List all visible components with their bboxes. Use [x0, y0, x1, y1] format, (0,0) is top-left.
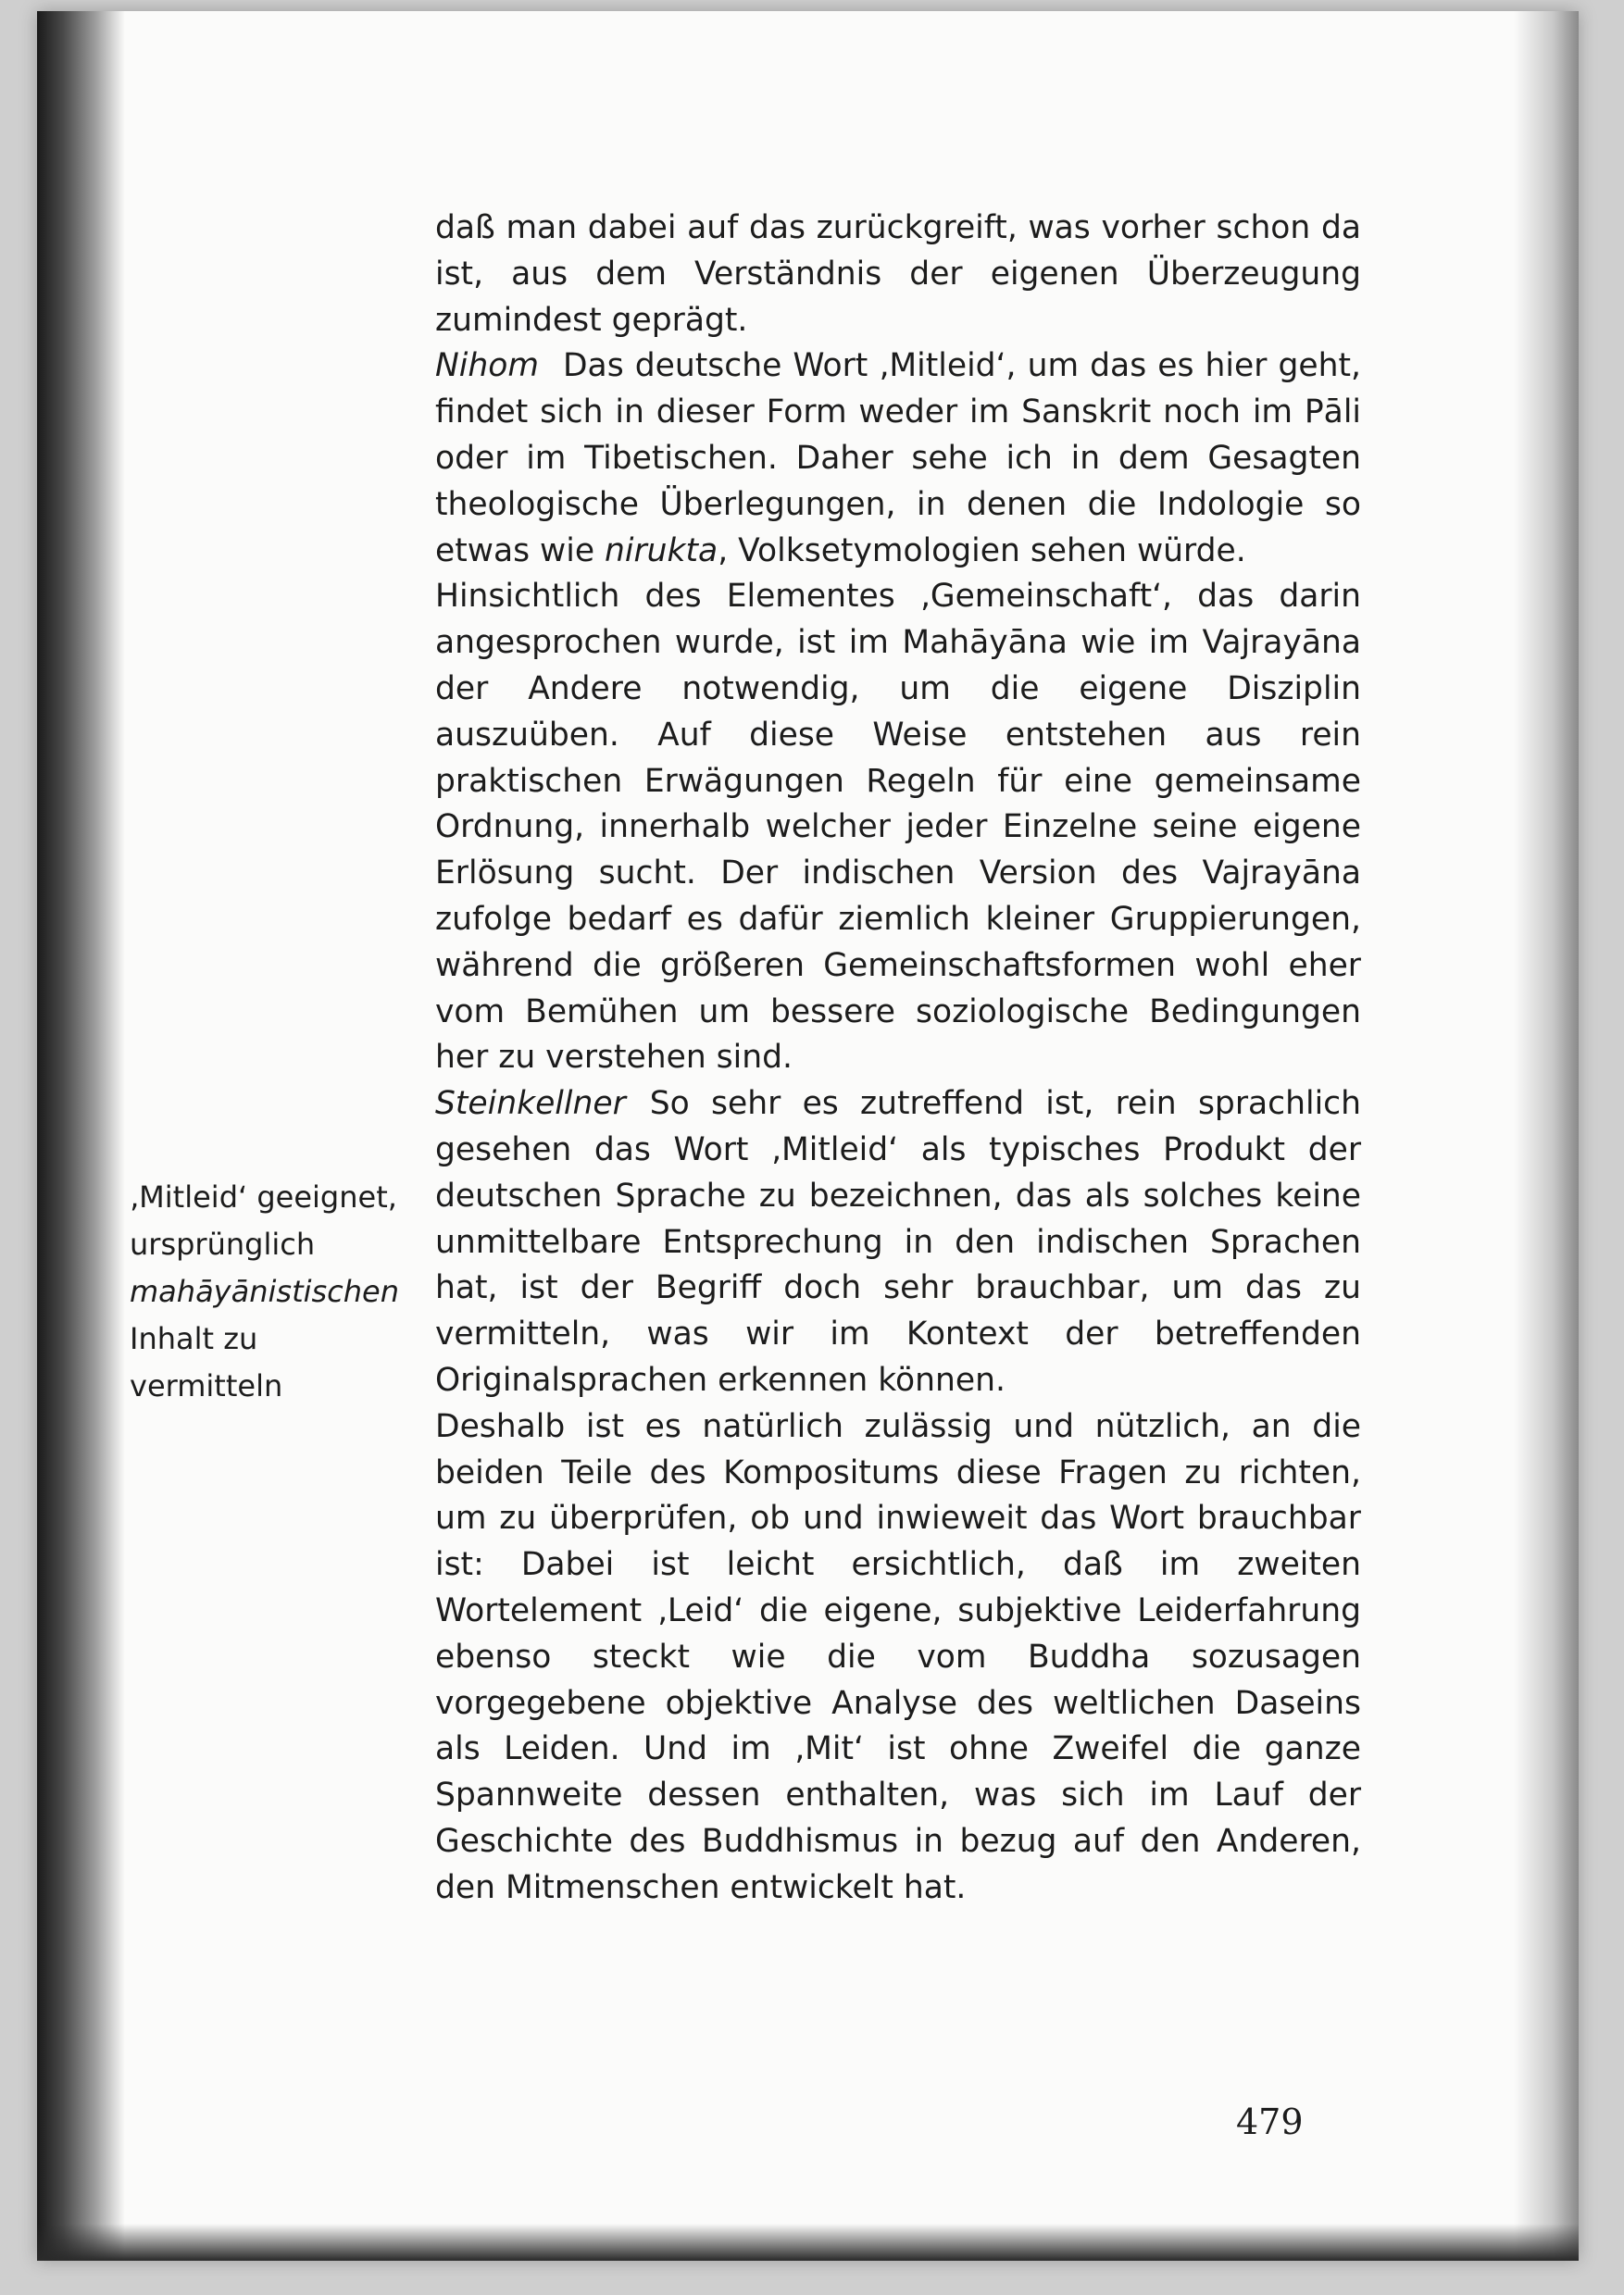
italic-term: nirukta [605, 531, 718, 569]
paragraph-text: Deshalb ist es natürlich zulässig und nützlich, an die beiden Teile des Kompositums diese Fragen zu richten, um zu überprüfen, ob und inwieweit das Wort brauchbar ist: Dabei ist leicht ersichtlich, daß im zweiten Wortelement ‚Leid‘ die eigene, subjektive Leiderfahrung ebenso steckt wie die vom Buddha sozusagen vorgegebene objektive Analyse des weltlichen Daseins als Leiden. Und im ‚Mit‘ ist ohne Zweifel die ganze Spannweite dessen enthalten, was sich im Lauf der Geschichte des Buddhismus in bezug auf den Anderen, den Mitmenschen entwickelt hat. [435, 1407, 1361, 1906]
margin-note-italic: mahāyānistischen [130, 1274, 400, 1309]
paragraph [435, 1404, 1361, 1912]
page-number: 479 [1236, 2102, 1304, 2142]
paragraph-text: , Volksetymologien sehen würde. [718, 531, 1246, 569]
paragraph [435, 343, 1361, 574]
margin-note-text: Inhalt zu vermitteln [130, 1321, 283, 1403]
paragraph-text: Das deutsche Wort ‚Mitleid‘, um das es hier geht, findet sich in dieser Form weder im Sanskrit noch im Pāli oder im Tibetischen. Daher sehe ich in dem Gesagten theologische Überlegungen, in denen die Indologie so etwas wie [435, 347, 1361, 569]
paragraph-text: Hinsichtlich des Elementes ‚Gemeinschaft‘, das darin angesprochen wurde, ist im Mahāyāna wie im Vajrayāna der Andere notwendig, um die eigene Disziplin auszuüben. Auf diese Weise entstehen aus rein praktischen Erwägungen Regeln für eine gemeinsame Ordnung, innerhalb welcher jeder Einzelne seine eigene Erlösung sucht. Der indischen Version des Vajrayāna zufolge bedarf es dafür ziemlich kleiner Gruppierungen, während die größeren Gemeinschaftsformen wohl eher vom Bemühen um bessere soziologische Bedingungen her zu verstehen sind. [435, 578, 1361, 1077]
speaker-name: Steinkellner [435, 1085, 626, 1123]
binding-shadow [37, 11, 125, 2261]
paragraph [435, 1081, 1361, 1404]
page-edge-shadow [1514, 11, 1579, 2261]
margin-note [130, 1174, 407, 1410]
page-bottom-shadow [37, 2224, 1579, 2261]
paragraph-text: daß man dabei auf das zurückgreift, was vorher schon da ist, aus dem Verständnis der eigenen Überzeugung zumindest geprägt. [435, 209, 1361, 339]
paragraph [435, 574, 1361, 1081]
book-page [37, 11, 1579, 2261]
paragraph-text: So sehr es zutreffend ist, rein sprachlich gesehen das Wort ‚Mitleid‘ als typisches Produkt der deutschen Sprache zu bezeichnen, das als solches keine unmittelbare Entsprechung in den indischen Sprachen hat, ist der Begriff doch sehr brauchbar, um das zu vermitteln, was wir im Kontext der betreffenden Originalsprachen erkennen können. [435, 1085, 1361, 1399]
speaker-name: Nihom [435, 347, 539, 385]
main-text-column [435, 206, 1361, 1911]
paragraph [435, 206, 1361, 343]
margin-note-text: ‚Mitleid‘ geeignet, ursprünglich [130, 1179, 397, 1262]
